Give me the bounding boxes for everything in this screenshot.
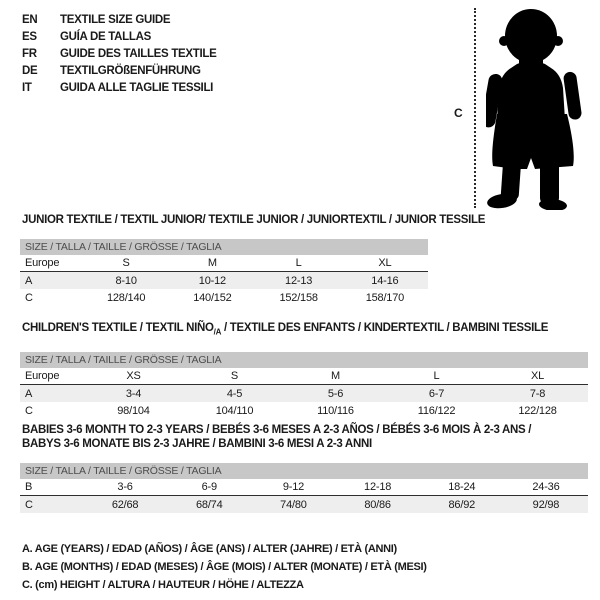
size-cell: S — [122, 257, 130, 269]
value-cell: 10-12 — [198, 274, 226, 287]
value-cell: 92/98 — [532, 498, 560, 511]
value-cell: 14-16 — [371, 274, 399, 287]
table-row-europe — [20, 368, 588, 385]
value-cell: 9-12 — [282, 481, 305, 493]
title-text: / TEXTILE DES ENFANTS / KINDERTEXTIL / BAMBINI TESSILE — [221, 322, 549, 334]
language-title: TEXTILE SIZE GUIDE — [60, 13, 171, 26]
value-cell: 110/116 — [317, 404, 354, 417]
size-cell: XS — [126, 370, 141, 383]
value-cell: 62/68 — [111, 498, 139, 511]
size-cell: L — [433, 370, 440, 383]
junior-size-table — [20, 239, 428, 306]
value-cell: 6-9 — [201, 481, 217, 493]
section-junior-textile — [20, 213, 588, 306]
value-cell: 24-36 — [532, 481, 560, 493]
language-code: ES — [22, 30, 37, 43]
babies-size-table — [20, 463, 588, 513]
title-line-1: BABIES 3-6 MONTH TO 2-3 YEARS / BEBÉS 3-6 MESES A 2-3 AÑOS / BÉBÉS 3-6 MOIS À 2-3 ANS / — [22, 424, 532, 436]
value-cell: 122/128 — [518, 404, 557, 417]
language-row — [22, 45, 217, 62]
value-cell: 4-5 — [226, 387, 243, 400]
language-title: TEXTILGRÖßENFÜHRUNG — [60, 64, 201, 77]
title-text: CHILDREN'S TEXTILE / TEXTIL NIÑO — [22, 322, 214, 334]
language-title: GUIDE DES TAILLES TEXTILE — [60, 47, 217, 60]
language-code: FR — [22, 47, 37, 60]
language-row — [22, 79, 217, 96]
value-cell: 12-13 — [285, 274, 313, 287]
baby-figure — [450, 6, 598, 211]
value-cell: 140/152 — [193, 291, 232, 304]
section-babies-textile — [20, 423, 588, 513]
language-code: DE — [22, 64, 38, 77]
table-row-age — [20, 385, 588, 402]
children-size-table — [20, 352, 588, 419]
language-header — [22, 11, 217, 96]
value-cell: 7-8 — [529, 387, 546, 400]
footnote-b: B. AGE (MONTHS) / EDAD (MESES) / ÂGE (MOIS) / ALTER (MONATE) / ETÀ (MESI) — [22, 561, 427, 573]
table-row-height — [20, 289, 428, 306]
size-cell: S — [230, 370, 239, 383]
table-row-europe — [20, 255, 428, 272]
value-cell: 18-24 — [448, 481, 476, 493]
footnote-c: C. (cm) HEIGHT / ALTURA / HAUTEUR / HÖHE / ALTEZZA — [22, 579, 304, 591]
value-cell: 74/80 — [280, 498, 307, 511]
height-measure-label: C — [454, 106, 463, 120]
section-childrens-textile — [20, 321, 588, 419]
size-cell: M — [207, 257, 217, 269]
language-code: IT — [22, 81, 32, 94]
language-row — [22, 62, 217, 79]
value-cell: 8-10 — [115, 274, 137, 287]
row-label: Europe — [25, 257, 60, 269]
size-cell: M — [331, 370, 340, 383]
section-title-junior: JUNIOR TEXTILE / TEXTIL JUNIOR/ TEXTILE JUNIOR / JUNIORTEXTIL / JUNIOR TESSILE — [22, 214, 486, 226]
section-title-children — [22, 321, 588, 339]
size-cell: XL — [530, 370, 545, 383]
value-cell: 3-4 — [125, 387, 142, 400]
size-cell: XL — [378, 257, 392, 269]
value-cell: 5-6 — [327, 387, 344, 400]
value-cell: 98/104 — [117, 404, 150, 417]
language-title: GUIDA ALLE TAGLIE TESSILI — [60, 81, 214, 94]
size-table-header-bar: SIZE / TALLA / TAILLE / GRÖSSE / TAGLIA — [20, 239, 428, 255]
row-label: Europe — [25, 370, 60, 383]
row-label: A — [25, 274, 33, 287]
title-line-2: BABYS 3-6 MONATE BIS 2-3 JAHRE / BAMBINI 3-6 MESI A 2-3 ANNI — [22, 438, 372, 450]
baby-silhouette-icon — [486, 8, 582, 210]
row-label: C — [25, 291, 33, 304]
row-label: C — [25, 498, 33, 511]
row-label: A — [25, 387, 33, 400]
value-cell: 158/170 — [365, 291, 405, 304]
row-label: B — [25, 481, 33, 493]
footnotes — [22, 540, 427, 594]
language-title: GUÍA DE TALLAS — [60, 30, 151, 43]
language-code: EN — [22, 13, 38, 26]
title-subscript: /A — [213, 327, 222, 337]
language-row — [22, 11, 217, 28]
section-title-babies — [22, 423, 588, 451]
table-row-height — [20, 496, 588, 513]
table-row-age — [20, 272, 428, 289]
value-cell: 6-7 — [428, 387, 445, 400]
value-cell: 86/92 — [448, 498, 476, 511]
value-cell: 116/122 — [417, 404, 456, 417]
value-cell: 12-18 — [364, 481, 392, 493]
footnote-a: A. AGE (YEARS) / EDAD (AÑOS) / ÂGE (ANS) / ALTER (JAHRE) / ETÀ (ANNI) — [22, 543, 397, 555]
value-cell: 104/110 — [215, 404, 254, 417]
table-row-months — [20, 479, 588, 496]
value-cell: 128/140 — [106, 291, 146, 304]
size-cell: L — [295, 257, 302, 269]
value-cell: 152/158 — [279, 291, 318, 304]
value-cell: 68/74 — [195, 498, 223, 511]
size-table-header-bar: SIZE / TALLA / TAILLE / GRÖSSE / TAGLIA — [20, 352, 588, 368]
table-row-height — [20, 402, 588, 419]
value-cell: 80/86 — [364, 498, 391, 511]
height-measure-dotted-line — [474, 8, 476, 208]
value-cell: 3-6 — [117, 481, 133, 493]
row-label: C — [25, 404, 33, 417]
size-table-header-bar: SIZE / TALLA / TAILLE / GRÖSSE / TAGLIA — [20, 463, 588, 479]
language-row — [22, 28, 217, 45]
